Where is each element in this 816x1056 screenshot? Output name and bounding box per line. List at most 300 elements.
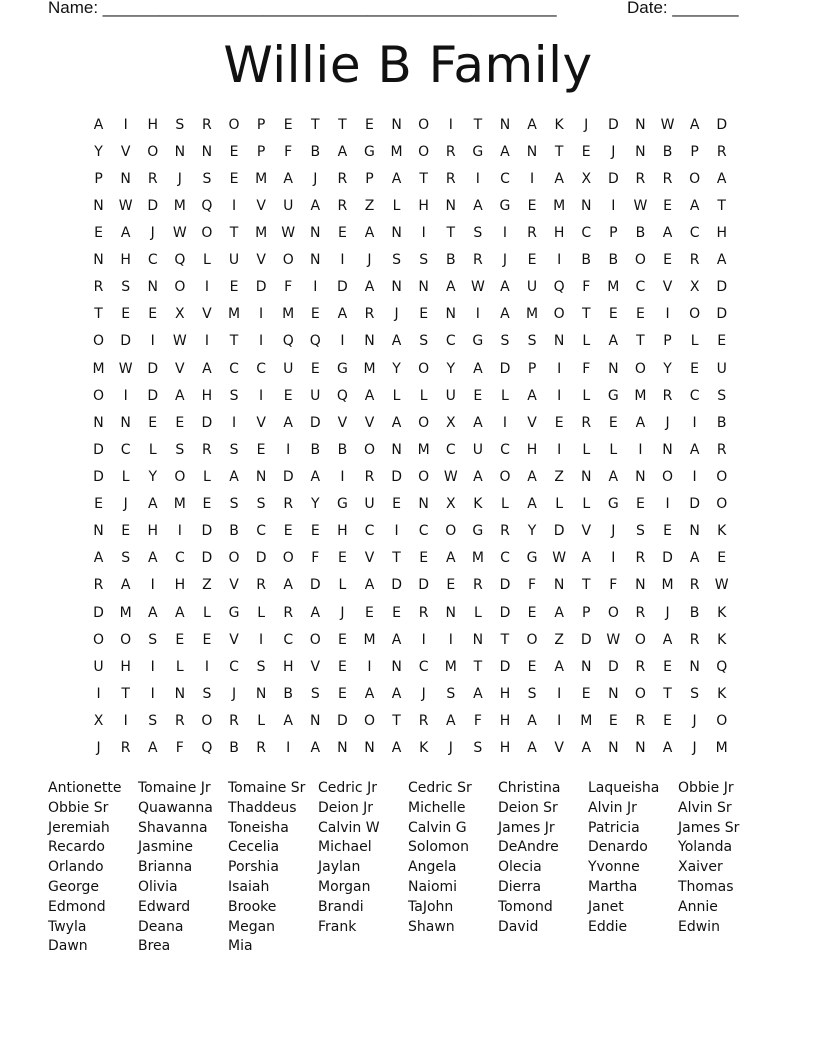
grid-letter: A [364,224,375,241]
word-list-item: Yvonne [588,859,640,876]
grid-letter: A [662,631,673,648]
grid-letter: B [310,441,321,458]
grid-letter: B [337,441,348,458]
word-list-item: Deion Sr [498,799,558,816]
grid-letter: H [499,740,511,757]
grid-letter: E [663,658,672,675]
grid-letter: R [635,712,646,729]
grid-letter: G [472,333,484,350]
grid-letter: O [418,414,430,431]
grid-letter: W [552,550,567,567]
grid-letter: B [608,252,619,269]
grid-letter: A [93,550,104,567]
grid-letter: A [391,740,402,757]
grid-letter: O [282,550,294,567]
grid-letter: N [553,577,565,594]
grid-letter: B [716,414,727,431]
grid-letter: O [662,468,674,485]
grid-letter: Q [309,333,321,350]
grid-letter: E [202,631,212,648]
grid-letter: M [363,631,376,648]
header-line [48,0,748,18]
grid-letter: I [123,712,128,729]
grid-letter: E [94,224,103,241]
grid-letter: T [663,685,672,702]
grid-letter: H [120,252,131,269]
grid-letter: A [581,550,592,567]
grid-letter: G [499,197,511,214]
word-list-item: Shawn [408,918,455,935]
grid-letter: V [310,658,321,675]
grid-letter: J [692,712,697,729]
grid-letter: B [445,252,456,269]
grid-letter: A [391,333,402,350]
grid-letter: V [554,740,564,757]
grid-letter: T [446,224,456,241]
grid-letter: V [364,414,375,431]
grid-letter: A [310,740,321,757]
word-list-item: James Sr [678,819,740,836]
grid-letter: R [662,387,673,404]
grid-letter: I [204,658,209,675]
grid-letter: L [148,441,157,458]
grid-letter: S [256,658,266,675]
grid-letter: R [202,116,212,133]
grid-letter: C [500,550,510,567]
word-list-item: Annie [678,898,718,915]
grid-letter: D [418,577,430,594]
grid-letter: O [93,631,105,648]
grid-letter: E [337,631,347,648]
grid-letter: O [418,468,430,485]
grid-letter: L [501,496,509,513]
grid-letter: I [502,224,508,241]
grid-letter: I [204,333,209,350]
grid-letter: V [581,523,592,540]
grid-letter: S [148,631,158,648]
grid-letter: P [256,143,266,160]
grid-letter: G [336,496,348,513]
grid-letter: V [527,414,537,431]
grid-letter: E [337,658,347,675]
grid-letter: C [229,360,239,377]
grid-letter: I [259,387,264,404]
grid-letter: J [123,496,128,513]
grid-letter: A [337,306,348,323]
grid-letter: N [608,740,619,757]
grid-letter: R [337,170,348,187]
word-list-item: Brea [138,938,171,955]
grid-letter: W [281,224,296,241]
word-list-item: Patricia [588,819,640,836]
grid-letter: E [527,658,537,675]
grid-letter: I [394,523,399,540]
grid-letter: I [259,631,264,648]
grid-letter: A [527,116,537,133]
grid-letter: I [150,333,155,350]
grid-letter: A [120,224,131,241]
grid-letter: E [419,550,429,567]
grid-letter: D [93,604,104,621]
grid-letter: V [256,414,266,431]
grid-letter: N [174,143,186,160]
grid-letter: E [527,197,537,214]
grid-letter: N [418,279,429,296]
grid-letter: I [475,170,480,187]
grid-letter: L [690,333,699,350]
grid-letter: R [716,143,727,160]
grid-letter: G [472,143,484,160]
grid-letter: O [553,306,565,323]
grid-letter: I [286,441,291,458]
grid-letter: E [663,197,672,214]
grid-letter: N [689,523,700,540]
grid-letter: N [310,252,321,269]
grid-letter: E [635,496,645,513]
grid-letter: R [147,170,158,187]
grid-letter: R [364,468,375,485]
word-list-item: Mia [228,938,253,955]
grid-letter: J [421,685,426,702]
grid-letter: I [231,414,237,431]
grid-letter: O [634,685,646,702]
grid-letter: M [119,604,132,621]
grid-letter: D [499,604,511,621]
grid-letter: T [554,143,564,160]
grid-letter: C [364,523,375,540]
grid-letter: A [93,116,104,133]
grid-letter: N [93,197,104,214]
grid-letter: E [283,387,293,404]
grid-letter: A [689,550,700,567]
grid-letter: E [310,306,320,323]
grid-letter: I [204,279,209,296]
grid-letter: W [606,631,621,648]
grid-letter: P [609,224,618,241]
grid-letter: M [634,387,647,404]
grid-letter: J [611,143,616,160]
grid-letter: A [527,740,537,757]
grid-letter: N [310,224,321,241]
grid-letter: E [365,604,374,621]
grid-letter: J [665,604,670,621]
grid-letter: B [310,143,321,160]
grid-letter: C [581,224,592,241]
grid-letter: A [473,685,483,702]
grid-letter: L [203,252,211,269]
grid-letter: A [689,197,700,214]
grid-letter: M [255,224,268,241]
word-list-item: Tomond [498,898,553,915]
grid-letter: C [418,523,429,540]
grid-letter: D [201,550,213,567]
grid-letter: S [229,496,239,513]
grid-letter: O [418,143,430,160]
word-list-item: Tomaine Jr [138,780,211,796]
grid-letter: I [259,306,264,323]
grid-letter: N [255,468,267,485]
grid-letter: A [445,712,456,729]
grid-letter: N [364,333,375,350]
grid-letter: E [527,252,537,269]
grid-letter: F [528,577,537,594]
grid-letter: D [607,658,619,675]
grid-letter: I [340,252,345,269]
grid-letter: M [607,279,620,296]
grid-letter: R [445,143,456,160]
grid-letter: M [255,170,268,187]
word-list-item: Yolanda [678,839,733,856]
grid-letter: W [660,116,675,133]
grid-letter: A [608,333,619,350]
grid-letter: N [391,224,402,241]
grid-letter: D [391,577,402,594]
grid-letter: K [717,604,727,621]
grid-letter: R [283,496,294,513]
word-list-item: Quawanna [138,799,213,816]
grid-letter: A [445,279,456,296]
grid-letter: E [690,360,700,377]
grid-letter: B [283,685,293,702]
grid-letter: E [663,523,672,540]
grid-letter: A [310,468,321,485]
grid-letter: N [635,577,646,594]
grid-letter: E [554,414,564,431]
grid-letter: L [257,604,266,621]
grid-letter: J [96,740,101,757]
grid-letter: D [391,468,402,485]
grid-letter: D [607,116,619,133]
grid-letter: K [554,116,564,133]
word-list-item: Jasmine [138,839,194,856]
word-list-item: Dawn [48,938,88,955]
grid-letter: C [445,333,456,350]
grid-letter: L [203,468,211,485]
grid-letter: L [582,496,591,513]
grid-letter: O [499,468,511,485]
grid-letter: R [418,604,429,621]
grid-letter: M [417,441,430,458]
grid-letter: J [611,523,616,540]
grid-letter: Y [446,360,456,377]
grid-letter: M [363,360,376,377]
grid-letter: H [201,387,213,404]
grid-letter: X [175,306,185,323]
grid-letter: D [147,387,159,404]
grid-letter: I [421,224,426,241]
word-list-item: Orlando [48,859,104,876]
grid-letter: D [201,523,213,540]
grid-letter: R [418,712,429,729]
grid-letter: A [500,306,510,323]
grid-letter: L [419,387,428,404]
word-list [48,779,768,957]
grid-letter: A [527,468,537,485]
grid-letter: W [118,360,133,377]
grid-letter: L [257,712,266,729]
grid-letter: A [662,224,673,241]
grid-letter: I [259,333,264,350]
grid-letter: A [229,468,239,485]
grid-letter: R [635,658,646,675]
grid-letter: S [121,550,131,567]
grid-letter: J [150,224,155,241]
grid-letter: S [473,224,483,241]
grid-letter: A [527,712,537,729]
grid-letter: I [557,360,562,377]
grid-letter: S [527,333,537,350]
grid-letter: O [634,360,646,377]
grid-letter: D [716,279,728,296]
grid-letter: N [391,116,402,133]
grid-letter: E [148,414,158,431]
grid-letter: P [690,143,699,160]
grid-letter: S [500,333,510,350]
grid-letter: N [147,279,158,296]
word-list-item: Porshia [228,859,279,876]
word-list-item: Michael [318,839,372,856]
word-list-item: Brandi [318,898,364,915]
word-list-item: Obbie Sr [48,799,109,816]
word-list-item: Michelle [408,799,466,816]
grid-letter: R [93,577,104,594]
grid-letter: V [229,631,239,648]
word-list-item: Christina [498,780,561,796]
grid-letter: K [717,631,727,648]
grid-letter: V [175,360,185,377]
grid-letter: A [391,414,402,431]
grid-letter: F [284,279,293,296]
grid-letter: O [147,143,159,160]
word-list-item: Antionette [48,780,122,796]
grid-letter: A [202,360,212,377]
grid-letter: H [418,197,429,214]
grid-letter: A [364,387,375,404]
grid-letter: H [120,658,131,675]
word-list-item: Recardo [48,839,105,856]
grid-letter: U [228,252,240,269]
grid-letter: E [663,712,672,729]
grid-letter: V [256,252,266,269]
word-list-item: Cedric Sr [408,780,472,796]
grid-letter: I [611,550,616,567]
grid-letter: W [172,333,187,350]
grid-letter: A [581,740,592,757]
grid-letter: J [313,170,318,187]
grid-letter: I [611,197,616,214]
grid-letter: J [394,306,399,323]
grid-letter: I [231,197,237,214]
word-list-item: Jaylan [318,859,361,876]
grid-letter: M [715,740,728,757]
grid-letter: R [256,740,266,757]
grid-letter: I [340,468,345,485]
grid-letter: I [313,279,318,296]
grid-letter: S [229,441,239,458]
grid-letter: N [635,143,646,160]
grid-letter: T [419,170,428,187]
grid-letter: I [150,685,155,702]
grid-letter: S [202,170,212,187]
grid-letter: B [229,523,239,540]
grid-letter: A [283,170,293,187]
grid-letter: W [118,197,133,214]
grid-letter: I [448,631,453,648]
grid-letter: Y [392,360,401,377]
grid-letter: M [227,306,241,323]
grid-letter: T [500,631,510,648]
grid-letter: B [662,143,673,160]
grid-letter: A [554,170,564,187]
grid-letter: E [608,414,618,431]
grid-letter: T [392,550,401,567]
grid-letter: E [473,387,483,404]
grid-letter: Y [311,496,320,513]
grid-letter: T [229,224,239,241]
grid-letter: E [527,604,537,621]
grid-letter: A [147,496,158,513]
grid-letter: D [716,116,728,133]
grid-letter: A [175,604,185,621]
grid-letter: T [229,333,239,350]
grid-letter: N [635,116,646,133]
grid-letter: O [607,604,619,621]
grid-letter: E [663,252,672,269]
grid-letter: S [229,387,239,404]
grid-letter: X [445,496,456,513]
grid-letter: V [364,550,375,567]
grid-letter: S [473,740,483,757]
grid-letter: O [363,712,375,729]
word-list-item: Denardo [588,839,648,856]
grid-letter: H [499,712,511,729]
grid-letter: H [337,523,348,540]
grid-letter: N [391,658,402,675]
grid-letter: T [311,116,320,133]
grid-letter: C [418,658,429,675]
grid-letter: G [607,496,619,513]
grid-letter: I [150,658,155,675]
grid-letter: N [662,441,673,458]
grid-letter: S [419,333,429,350]
grid-letter: J [584,116,589,133]
grid-letter: E [283,116,293,133]
grid-letter: S [175,441,185,458]
grid-letter: E [175,414,185,431]
grid-letter: Z [554,631,564,648]
grid-letter: W [443,468,458,485]
grid-letter: N [93,252,104,269]
grid-letter: M [92,360,105,377]
grid-letter: A [716,170,727,187]
grid-letter: Y [527,523,537,540]
grid-letter: A [473,414,483,431]
grid-letter: A [716,252,727,269]
grid-letter: J [692,740,697,757]
grid-letter: C [689,224,700,241]
word-list-item: Xaiver [678,859,723,876]
grid-letter: G [364,143,375,160]
grid-letter: G [472,523,484,540]
grid-letter: R [364,306,375,323]
grid-letter: I [421,631,426,648]
grid-letter: L [582,441,591,458]
grid-letter: A [473,468,483,485]
grid-letter: S [527,685,537,702]
grid-letter: H [147,523,158,540]
grid-letter: L [555,496,564,513]
grid-letter: K [717,523,727,540]
